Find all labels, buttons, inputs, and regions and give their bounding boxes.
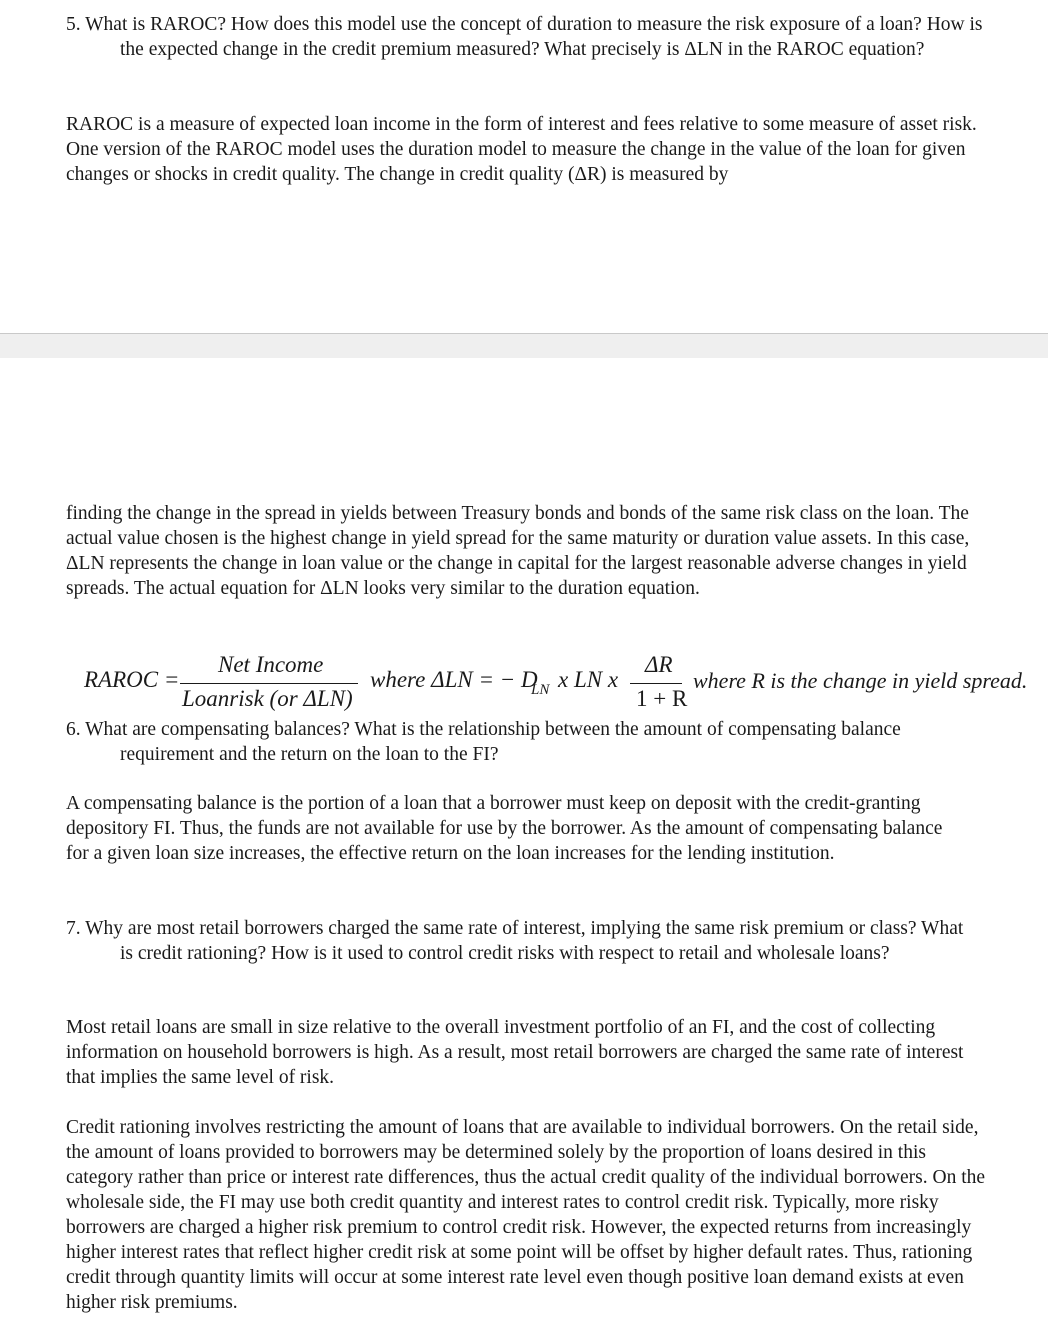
question-7-text: Why are most retail borrowers charged the same rate of interest, implying the same risk premium or class? What is credit rationing? How is it used to control credit risks with respect to retail and wholesale loans? (85, 918, 964, 964)
page-gap (0, 334, 1048, 358)
formula-numerator: Net Income (218, 652, 324, 677)
formula-frac2-denominator: 1 + R (636, 686, 688, 711)
formula-frac2-numerator: ΔR (645, 652, 673, 677)
formula-subscript: LN (531, 682, 550, 698)
answer-6: A compensating balance is the portion of a loan that a borrower must keep on deposit with the credit-granting depository FI. Thus, the funds are not available for use by the borrower. As the amount of compensating balance for a given loan size increases, the effective return on the loan increases for the lending institution. (66, 793, 943, 864)
question-6-number: 6. (66, 719, 81, 740)
formula-tail: where R is the change in yield spread. (693, 668, 1028, 693)
question-7-number: 7. (66, 918, 81, 939)
formula-denominator: Loanrisk (or ΔLN) (182, 686, 353, 711)
answer-5-part-2: finding the change in the spread in yields between Treasury bonds and bonds of the same risk class on the loan. The actual value chosen is the highest change in yield spread for the same maturity or duration value assets. In this case, ΔLN represents the change in loan value or the change in capital for the largest reasonable adverse changes in yield spreads. The actual equation for ΔLN looks very similar to the duration equation. (66, 503, 970, 599)
formula-where-1: where ΔLN = − D (370, 667, 538, 692)
answer-7-paragraph-1: Most retail loans are small in size relative to the overall investment portfolio of an FI, and the cost of collecting information on household borrowers is high. As a result, most retail borrowers are charged the same rate of interest that implies the same level of risk. (66, 1017, 964, 1088)
formula-middle: x LN x (558, 667, 619, 692)
question-5-number: 5. (66, 14, 81, 35)
formula-lhs: RAROC = (84, 667, 180, 692)
fraction-bar-1 (180, 683, 358, 684)
raroc-formula (84, 650, 1044, 720)
question-6-text: What are compensating balances? What is the relationship between the amount of compensating balance requirement and the return on the loan to the FI? (85, 719, 901, 765)
question-6 (66, 717, 986, 767)
answer-5-part-1: RAROC is a measure of expected loan income in the form of interest and fees relative to some measure of asset risk. One version of the RAROC model uses the duration model to measure the change in the value of the loan for given changes or shocks in credit quality. The change in credit quality (ΔR) is measured by (66, 114, 977, 185)
answer-7-paragraph-2: Credit rationing involves restricting the amount of loans that are available to individual borrowers. On the retail side, the amount of loans provided to borrowers may be determined solely by the proportion of loans desired in this category rather than price or interest rate differences, thus the actual credit quality of the individual borrowers. On the wholesale side, the FI may use both credit quantity and interest rates to control credit risk. Typically, more risky borrowers are charged a higher risk premium to control credit risk. However, the expected returns from increasingly higher interest rates that reflect higher credit risk at some point will be offset by higher default rates. Thus, rationing credit through quantity limits will occur at some interest rate level even though positive loan demand exists at even higher risk premiums. (66, 1117, 986, 1313)
question-5 (66, 12, 986, 62)
question-7 (66, 916, 966, 966)
question-5-text: What is RAROC? How does this model use the concept of duration to measure the risk exposure of a loan? How is the expected change in the credit premium measured? What precisely is ΔLN in the RAROC equation? (85, 14, 983, 60)
fraction-bar-2 (630, 683, 682, 684)
